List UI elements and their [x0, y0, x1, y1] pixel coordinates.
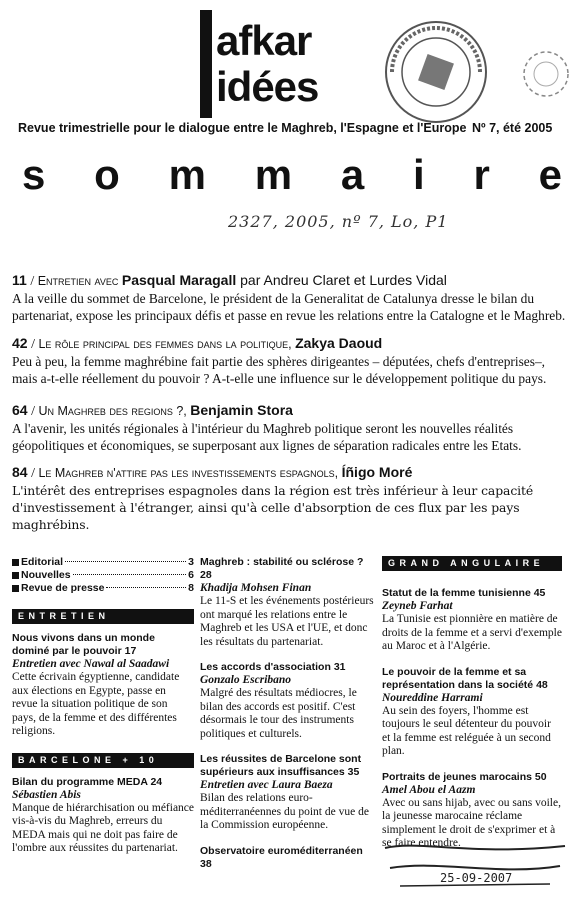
page-title-sommaire	[22, 150, 562, 200]
feature-summary: A l'avenir, les unités régionales à l'intérieur du Maghreb politique seront les nouvelles réalités géopolitiques et économiques, se superposant aux lignes de séparation radicales entre les Etats.	[12, 421, 522, 453]
feature-heading: 84 / Le Maghreb n'attire pas les investissements espagnols, Íñigo Moré	[12, 464, 413, 481]
entry-author: Noureddine Harrami	[382, 691, 483, 704]
toc-label: Revue de presse	[21, 582, 105, 594]
section-band-entretien: ENTRETIEN	[12, 609, 194, 624]
entry-description: Au sein des foyers, l'homme est toujours le seul détenteur du pouvoir et la femme est reléguée à un second plan.	[382, 704, 551, 757]
entry-title: Maghreb : stabilité ou sclérose ?	[200, 556, 364, 568]
feature-extra: par Andreu Claret et Lurdes Vidal	[236, 272, 447, 288]
logo-line-afkar: afkar	[216, 17, 312, 64]
stamp-date: 25-09-2007	[440, 871, 513, 885]
entry-title: Les accords d'association	[200, 661, 331, 673]
toc-column-1	[12, 556, 194, 856]
leader-dots	[73, 574, 187, 575]
entry-description: Le 11-S et les événements postérieurs ont marqué les relations entre le Maghreb et les USA et l'UE, et donc les résultats du partenariat.	[200, 595, 374, 648]
entry-title-line	[200, 661, 374, 674]
entry-title: Statut de la femme tunisienne	[382, 587, 531, 599]
entry-page: 28	[200, 569, 212, 581]
entry-title-line	[12, 776, 194, 789]
feature-article	[12, 402, 568, 454]
entry-author: Amel Abou el Aazm	[382, 783, 476, 796]
logo-line-idees: idées	[216, 63, 319, 110]
afkar-idees-logo	[200, 10, 380, 120]
entry-title-line	[382, 666, 562, 692]
toc-page: 3	[188, 556, 194, 568]
toc-entry[interactable]	[200, 661, 374, 741]
entry-description: La Tunisie est pionnière en matière de droits de la femme et a servi d'exemple au Maroc et à l'Algérie.	[382, 613, 562, 652]
entry-description: Manque de hiérarchisation ou méfiance vis-à-vis du Maghreb, erreurs du MEDA mais qui ne doit pas faire de l'ombre aux réussites du partenariat.	[12, 801, 195, 854]
feature-heading: 42 / Le rôle principal des femmes dans la politique, Zakya Daoud	[12, 335, 383, 352]
entry-author: Entretien avec Laura Baeza	[200, 779, 333, 791]
toc-item-nouvelles[interactable]	[12, 569, 194, 582]
leader-dots	[65, 561, 186, 562]
bullet-square-icon	[12, 559, 19, 566]
feature-author: Benjamin Stora	[190, 402, 293, 418]
registration-stamp-icon	[380, 838, 570, 893]
entry-author: Entretien avec Nawal al Saadawi	[12, 658, 170, 670]
entry-title-line	[200, 556, 374, 582]
title-letter: s	[22, 151, 46, 198]
feature-summary: Peu à peu, la femme maghrébine fait partie des sphères dirigeantes – députées, chefs d'entreprises–, mais a-t-elle réellement du pouvoir ? A-t-elle une influence sur le développement politique du pays.	[12, 354, 547, 386]
entry-page: 45	[533, 587, 546, 599]
entry-page: 48	[536, 678, 548, 691]
title-letter: a	[340, 151, 365, 198]
title-letter: m	[168, 151, 206, 198]
entry-title-line	[382, 771, 562, 784]
feature-heading: 64 / Un Maghreb des regions ?, Benjamin Stora	[12, 402, 293, 419]
toc-item-revue-de-presse[interactable]	[12, 582, 194, 595]
entry-description: Avec ou sans hijab, avec ou sans voile, la jeunesse marocaine réclame simplement le droit de s'exprimer et à se faire entendre.	[382, 796, 561, 849]
toc-entry[interactable]	[12, 632, 194, 739]
entry-description: Malgré des résultats médiocres, le bilan des accords est positif. C'est désormais le tour des instruments politiques et culturels.	[200, 687, 357, 740]
entry-title: Observatoire euroméditerranéen	[200, 844, 363, 857]
entry-title: Portraits de jeunes marocains	[382, 770, 532, 783]
handwritten-note: 2327, 2005, nº 7, Lo, P1	[228, 212, 449, 231]
entry-author: Sébastien Abis	[12, 788, 81, 801]
leader-dots	[106, 587, 186, 588]
toc-entry[interactable]	[200, 845, 374, 871]
title-letter: i	[413, 151, 425, 198]
entry-page: 31	[333, 661, 346, 673]
section-band-barcelone: BARCELONE + 10	[12, 753, 194, 768]
toc-entry[interactable]	[200, 753, 374, 833]
toc-item-editorial[interactable]	[12, 556, 194, 569]
feature-summary: L'intérêt des entreprises espagnoles dans la région est très inférieur à leur capacité d'investissement à l'étranger, ainsi qu'à celle d'absorption de ces flux par les pays maghrébins.	[12, 483, 534, 532]
entry-author: Gonzalo Escribano	[200, 674, 292, 686]
circular-stamp-icon	[520, 48, 572, 100]
feature-kicker: Un Maghreb des regions ?,	[38, 404, 187, 418]
feature-page: 42	[12, 335, 28, 351]
entry-author: Zeyneb Farhat	[382, 600, 453, 612]
entry-title: Nous vivons dans un monde dominé par le pouvoir	[12, 632, 155, 657]
title-letter: m	[254, 151, 293, 198]
entry-page: 17	[124, 645, 137, 657]
feature-page: 11	[12, 272, 27, 288]
bullet-square-icon	[12, 572, 19, 579]
feature-article	[12, 272, 568, 324]
toc-entry[interactable]	[382, 587, 562, 654]
toc-column-3	[382, 556, 562, 851]
feature-kicker: Entretien avec	[37, 274, 119, 288]
library-stamp-icon	[382, 18, 490, 126]
entry-title: Bilan du programme MEDA	[12, 775, 148, 788]
bullet-square-icon	[12, 585, 19, 592]
entry-author: Khadija Mohsen Finan	[200, 582, 312, 594]
title-letter: e	[538, 151, 562, 198]
entry-description: Cette écrivain égyptienne, candidate aux élections en Egypte, passe en revue la situation politique de son pays, de la femme et des différentes religions.	[12, 671, 180, 737]
toc-page: 6	[188, 569, 194, 581]
entry-title-line	[382, 587, 562, 600]
toc-entry[interactable]	[12, 776, 194, 856]
title-letter: o	[94, 151, 120, 198]
entry-description: Bilan des relations euro-méditerranéennes du point de vue de la Commission européenne.	[200, 792, 369, 831]
entry-title-line	[200, 845, 374, 871]
entry-page: 24	[150, 775, 163, 788]
journal-subtitle: Revue trimestrielle pour le dialogue entre le Maghreb, l'Espagne et l'Europe	[18, 121, 467, 135]
toc-entry[interactable]	[382, 666, 562, 759]
entry-title-line	[12, 632, 194, 658]
feature-article	[12, 464, 568, 533]
feature-author: Pasqual Maragall	[121, 272, 237, 288]
toc-label: Editorial	[21, 556, 64, 568]
toc-label: Nouvelles	[21, 569, 71, 581]
feature-article	[12, 335, 568, 387]
feature-kicker: Le Maghreb n'attire pas les investissements espagnols,	[38, 466, 339, 480]
feature-author: Zakya Daoud	[295, 335, 383, 351]
entry-title: Les réussites de Barcelone sont supérieurs aux insuffisances	[200, 753, 362, 778]
feature-kicker: Le rôle principal des femmes dans la politique,	[38, 337, 292, 351]
entry-page: 50	[534, 770, 547, 783]
title-letter: r	[473, 151, 490, 198]
entry-page: 38	[200, 857, 212, 870]
toc-column-2	[200, 556, 374, 871]
feature-summary: A la veille du sommet de Barcelone, le président de la Generalitat de Catalunya dresse le bilan du partenariat, expose les principaux défis et passe en revue les relations entre la Catalogne et le Maghreb.	[12, 291, 566, 323]
feature-heading: 11 / Entretien avec Pasqual Maragall par Andreu Claret et Lurdes Vidal	[12, 272, 447, 289]
section-band-grand-angulaire: GRAND ANGULAIRE	[382, 556, 562, 571]
feature-page: 84	[12, 464, 28, 480]
toc-page: 8	[188, 582, 194, 594]
issue-number: Nº 7, été 2005	[472, 121, 553, 135]
feature-page: 64	[12, 402, 28, 418]
logo-bar	[200, 10, 212, 118]
entry-title: Le pouvoir de la femme et sa représentation dans la société	[382, 665, 534, 691]
feature-author: Íñigo Moré	[341, 464, 413, 480]
entry-page: 35	[347, 766, 360, 778]
toc-entry[interactable]	[200, 556, 374, 649]
entry-title-line	[200, 753, 374, 779]
